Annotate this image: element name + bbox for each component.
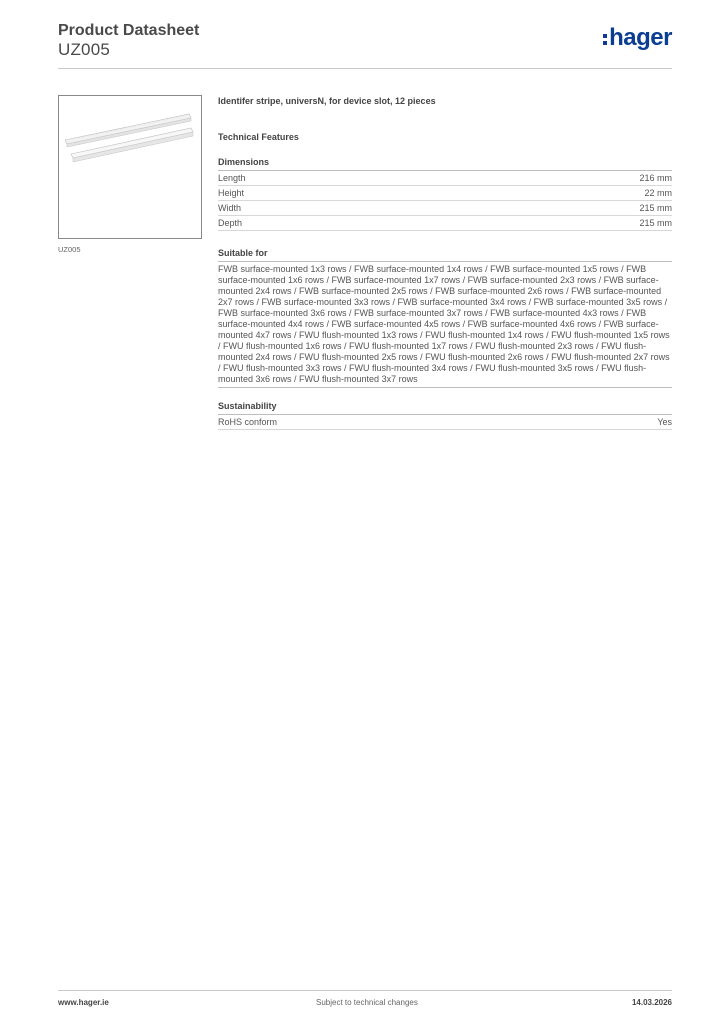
- product-description: Identifer stripe, universN, for device slot, 12 pieces: [218, 96, 436, 106]
- table-row: [218, 186, 672, 201]
- header-divider: [58, 68, 672, 69]
- product-image-frame: [58, 95, 202, 239]
- suitable-for-text: FWB surface-mounted 1x3 rows / FWB surface-mounted 1x4 rows / FWB surface-mounted 1x5 rows / FWB surface-mounted 1x6 rows / FWB surface-mounted 1x7 rows / FWB surface-mounted 2x3 rows / FWB surface-mounted 2x4 rows / FWB surface-mounted 2x5 rows / FWB surface-mounted 2x6 rows / FWB surface-mounted 2x7 rows / FWB surface-mounted 3x3 rows / FWB surface-mounted 3x4 rows / FWB surface-mounted 3x5 rows / FWB surface-mounted 3x6 rows / FWB surface-mounted 3x7 rows / FWB surface-mounted 4x3 rows / FWB surface-mounted 4x4 rows / FWB surface-mounted 4x5 rows / FWB surface-mounted 4x6 rows / FWB surface-mounted 4x7 rows / FWU flush-mounted 1x3 rows / FWU flush-mounted 1x4 rows / FWU flush-mounted 1x5 rows / FWU flush-mounted 1x6 rows / FWU flush-mounted 1x7 rows / FWU flush-mounted 2x3 rows / FWU flush-mounted 2x4 rows / FWU flush-mounted 2x5 rows / FWU flush-mounted 2x6 rows / FWU flush-mounted 2x7 rows / FWU flush-mounted 3x3 rows / FWU flush-mounted 3x4 rows / FWU flush-mounted 3x5 rows / FWU flush-mounted 3x6 rows / FWU flush-mounted 3x7 rows: [218, 262, 672, 388]
- footer-divider: [58, 990, 672, 991]
- spec-label: Width: [218, 201, 426, 216]
- table-row: [218, 216, 672, 231]
- footer-date: 14.03.2026: [631, 998, 672, 1007]
- logo-text: hager: [609, 24, 672, 51]
- spec-value: 216 mm: [426, 171, 672, 186]
- document-title: Product Datasheet: [58, 22, 200, 39]
- dimensions-table: [218, 171, 672, 231]
- logo-dots-icon: [603, 34, 607, 45]
- page-header: [58, 20, 672, 70]
- hager-logo: [603, 26, 672, 50]
- footer-note: Subject to technical changes: [316, 998, 418, 1007]
- suitable-for-heading: Suitable for: [218, 248, 672, 262]
- product-details: [218, 96, 672, 447]
- sustainability-heading: Sustainability: [218, 401, 672, 415]
- table-row: [218, 201, 672, 216]
- spec-label: Height: [218, 186, 426, 201]
- spec-label: Length: [218, 171, 426, 186]
- product-code: UZ005: [58, 40, 111, 59]
- dimensions-heading: Dimensions: [218, 157, 672, 171]
- spec-value: 22 mm: [426, 186, 672, 201]
- spec-value: Yes: [582, 415, 672, 430]
- spec-value: 215 mm: [426, 201, 672, 216]
- table-row: [218, 415, 672, 430]
- sustainability-table: [218, 415, 672, 430]
- footer-website[interactable]: www.hager.ie: [58, 998, 109, 1007]
- spec-value: 215 mm: [426, 216, 672, 231]
- image-caption: UZ005: [58, 245, 81, 254]
- spec-label: Depth: [218, 216, 426, 231]
- product-image: [59, 96, 201, 238]
- technical-features-heading: Technical Features: [218, 132, 299, 142]
- spec-label: RoHS conform: [218, 415, 582, 430]
- table-row: [218, 171, 672, 186]
